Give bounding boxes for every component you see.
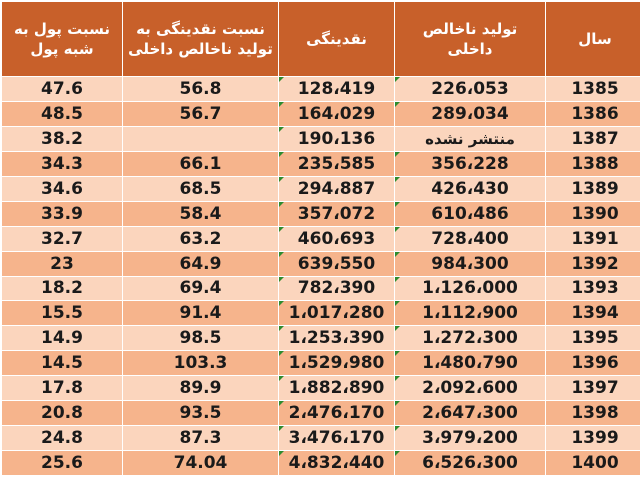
- cell-ratio-liquidity-gdp: 87.3: [123, 426, 278, 450]
- cell-ratio-liquidity-gdp: 63.2: [123, 227, 278, 251]
- cell-ratio-money: 15.5: [2, 301, 122, 325]
- header-gdp: تولید ناخالص داخلی: [395, 2, 545, 76]
- cell-liquidity: 190،136: [279, 127, 394, 151]
- cell-ratio-liquidity-gdp: 56.7: [123, 102, 278, 126]
- cell-ratio-money: 18.2: [2, 277, 122, 301]
- cell-gdp: 2،647،300: [395, 401, 545, 425]
- cell-ratio-liquidity-gdp: 74.04: [123, 451, 278, 475]
- cell-liquidity: 357،072: [279, 202, 394, 226]
- cell-ratio-liquidity-gdp: 93.5: [123, 401, 278, 425]
- cell-liquidity: 1،529،980: [279, 351, 394, 375]
- cell-year: 1388: [546, 152, 640, 176]
- header-year: سال: [546, 2, 640, 76]
- cell-year: 1396: [546, 351, 640, 375]
- cell-liquidity: 639،550: [279, 252, 394, 276]
- cell-ratio-money: 38.2: [2, 127, 122, 151]
- data-table: [1, 1, 639, 476]
- cell-ratio-money: 33.9: [2, 202, 122, 226]
- cell-ratio-money: 25.6: [2, 451, 122, 475]
- cell-year: 1386: [546, 102, 640, 126]
- cell-ratio-liquidity-gdp: [123, 127, 278, 151]
- cell-year: 1394: [546, 301, 640, 325]
- header-ratio-liquidity-gdp: نسبت نقدینگی به تولید ناخالص داخلی: [123, 2, 278, 76]
- cell-ratio-liquidity-gdp: 66.1: [123, 152, 278, 176]
- cell-ratio-money: 34.6: [2, 177, 122, 201]
- cell-ratio-liquidity-gdp: 68.5: [123, 177, 278, 201]
- cell-gdp: 984،300: [395, 252, 545, 276]
- cell-year: 1385: [546, 77, 640, 101]
- cell-gdp: 356،228: [395, 152, 545, 176]
- cell-ratio-money: 32.7: [2, 227, 122, 251]
- cell-gdp: 1،480،790: [395, 351, 545, 375]
- cell-liquidity: 1،017،280: [279, 301, 394, 325]
- cell-liquidity: 4،832،440: [279, 451, 394, 475]
- cell-year: 1390: [546, 202, 640, 226]
- cell-liquidity: 235،585: [279, 152, 394, 176]
- cell-gdp: منتشر نشده: [395, 127, 545, 151]
- cell-liquidity: 460،693: [279, 227, 394, 251]
- cell-gdp: 728،400: [395, 227, 545, 251]
- cell-year: 1399: [546, 426, 640, 450]
- cell-year: 1393: [546, 277, 640, 301]
- cell-gdp: 2،092،600: [395, 376, 545, 400]
- header-liquidity: نقدینگی: [279, 2, 394, 76]
- cell-liquidity: 3،476،170: [279, 426, 394, 450]
- cell-year: 1387: [546, 127, 640, 151]
- cell-liquidity: 1،882،890: [279, 376, 394, 400]
- cell-ratio-money: 17.8: [2, 376, 122, 400]
- cell-gdp: 426،430: [395, 177, 545, 201]
- cell-year: 1391: [546, 227, 640, 251]
- cell-gdp: 3،979،200: [395, 426, 545, 450]
- cell-ratio-liquidity-gdp: 91.4: [123, 301, 278, 325]
- cell-gdp: 1،272،300: [395, 326, 545, 350]
- cell-ratio-liquidity-gdp: 58.4: [123, 202, 278, 226]
- cell-ratio-money: 47.6: [2, 77, 122, 101]
- cell-gdp: 610،486: [395, 202, 545, 226]
- cell-liquidity: 1،253،390: [279, 326, 394, 350]
- cell-gdp: 1،126،000: [395, 277, 545, 301]
- cell-ratio-money: 14.5: [2, 351, 122, 375]
- cell-gdp: 226،053: [395, 77, 545, 101]
- cell-ratio-money: 23: [2, 252, 122, 276]
- cell-liquidity: 294،887: [279, 177, 394, 201]
- cell-liquidity: 782،390: [279, 277, 394, 301]
- cell-year: 1397: [546, 376, 640, 400]
- cell-gdp: 1،112،900: [395, 301, 545, 325]
- cell-year: 1389: [546, 177, 640, 201]
- cell-ratio-liquidity-gdp: 56.8: [123, 77, 278, 101]
- cell-ratio-liquidity-gdp: 64.9: [123, 252, 278, 276]
- cell-ratio-liquidity-gdp: 69.4: [123, 277, 278, 301]
- cell-ratio-money: 14.9: [2, 326, 122, 350]
- header-ratio-money: نسبت پول به شبه پول: [2, 2, 122, 76]
- cell-ratio-liquidity-gdp: 103.3: [123, 351, 278, 375]
- cell-year: 1398: [546, 401, 640, 425]
- cell-liquidity: 164،029: [279, 102, 394, 126]
- cell-gdp: 6،526،300: [395, 451, 545, 475]
- cell-ratio-liquidity-gdp: 98.5: [123, 326, 278, 350]
- cell-ratio-money: 20.8: [2, 401, 122, 425]
- cell-gdp: 289،034: [395, 102, 545, 126]
- cell-ratio-liquidity-gdp: 89.9: [123, 376, 278, 400]
- cell-ratio-money: 24.8: [2, 426, 122, 450]
- cell-ratio-money: 48.5: [2, 102, 122, 126]
- cell-liquidity: 2،476،170: [279, 401, 394, 425]
- cell-year: 1395: [546, 326, 640, 350]
- cell-liquidity: 128،419: [279, 77, 394, 101]
- cell-ratio-money: 34.3: [2, 152, 122, 176]
- cell-year: 1400: [546, 451, 640, 475]
- cell-year: 1392: [546, 252, 640, 276]
